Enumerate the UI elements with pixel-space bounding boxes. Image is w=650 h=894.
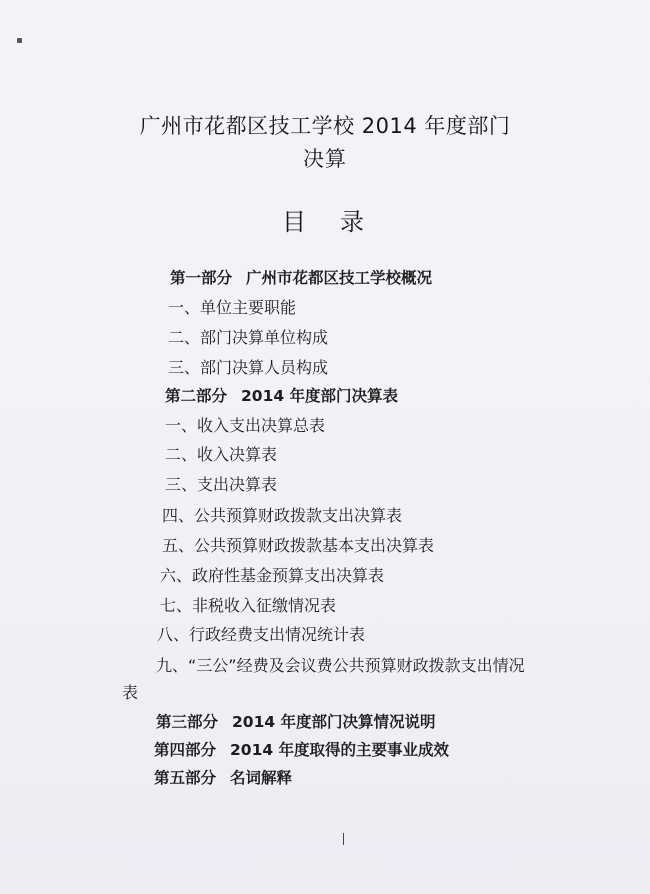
toc-item: 六、政府性基金预算支出决算表: [160, 566, 385, 585]
toc-part-2: [165, 384, 398, 406]
part-label: 第二部分: [165, 387, 228, 405]
document-title-line-1: 广州市花都区技工学校 2014 年度部门: [139, 114, 511, 138]
toc-item: 二、部门决算单位构成: [168, 328, 329, 347]
toc-item: 七、非税收入征缴情况表: [160, 596, 337, 615]
toc-part-4: [154, 738, 449, 760]
scan-speck: [17, 38, 22, 43]
part-title: 广州市花都区技工学校概况: [246, 269, 433, 287]
part-title: 2014 年度取得的主要事业成效: [230, 741, 450, 759]
toc-item: 五、公共预算财政拨款基本支出决算表: [162, 536, 435, 555]
toc-item: 八、行政经费支出情况统计表: [157, 625, 366, 644]
part-label: 第一部分: [170, 269, 233, 287]
toc-item: 二、收入决算表: [165, 445, 278, 464]
toc-item: 九、“三公”经费及会议费公共预算财政拨款支出情况: [156, 656, 525, 675]
toc-item: 三、部门决算人员构成: [168, 358, 329, 377]
document-title-line-2: 决算: [303, 147, 347, 171]
toc-part-3: [156, 710, 436, 732]
page-mark: [343, 833, 344, 845]
toc-item: 一、单位主要职能: [168, 298, 297, 317]
toc-item: 一、收入支出决算总表: [165, 416, 326, 435]
part-title: 2014 年度部门决算情况说明: [232, 713, 436, 731]
toc-item-continuation: 表: [122, 683, 139, 702]
part-label: 第四部分: [154, 741, 217, 759]
part-title: 2014 年度部门决算表: [241, 387, 399, 405]
toc-part-1: [170, 266, 432, 288]
toc-item: 四、公共预算财政拨款支出决算表: [162, 506, 403, 525]
toc-heading: 目录: [282, 208, 398, 236]
toc-item: 三、支出决算表: [165, 475, 278, 494]
part-title: 名词解释: [230, 769, 293, 787]
part-label: 第五部分: [154, 769, 217, 787]
part-label: 第三部分: [156, 713, 219, 731]
toc-part-5: [154, 766, 292, 788]
